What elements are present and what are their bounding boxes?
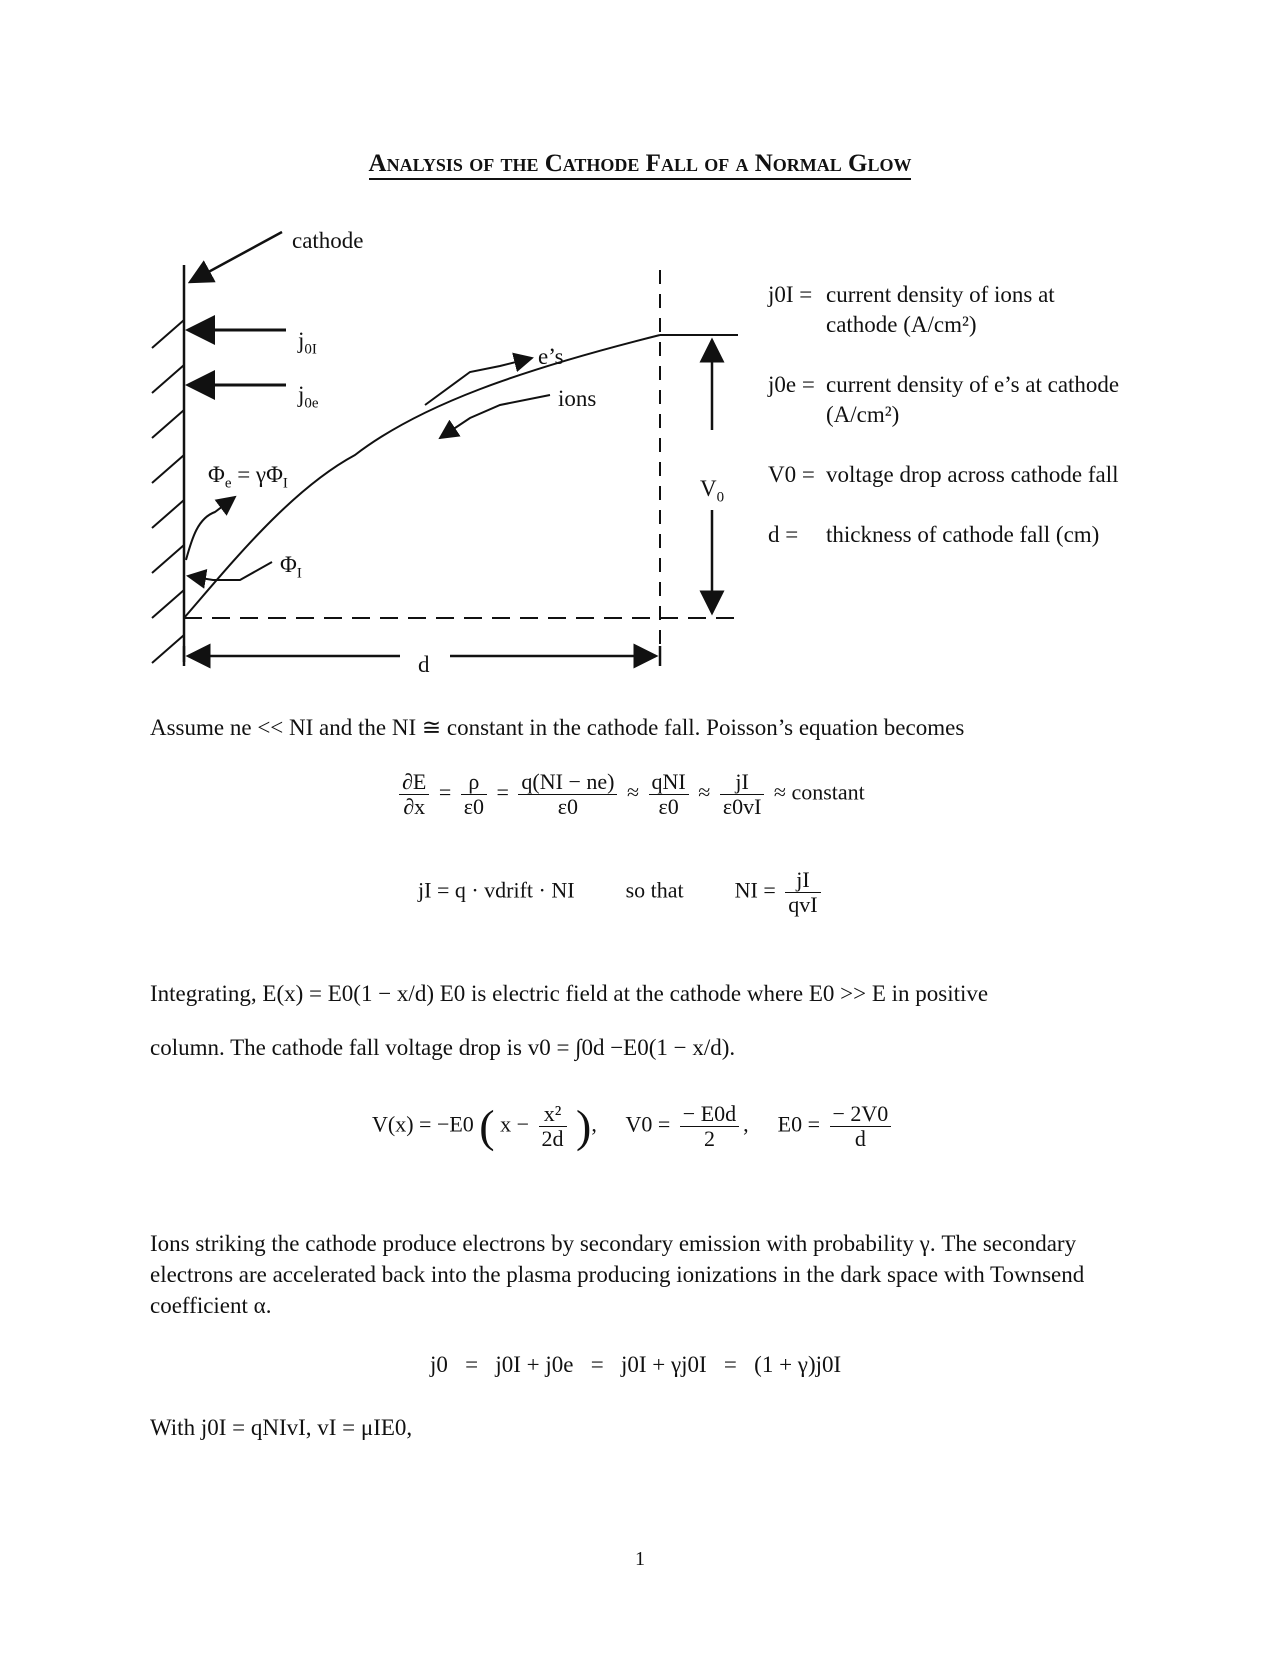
definition-value: current density of ions at cathode (A/cm²) (826, 282, 1055, 337)
equation-j0: j0 = j0I + j0e = j0I + γj0I = (1 + γ)j0I (430, 1352, 842, 1377)
definition-key: j0I = (768, 282, 813, 307)
frac-jI: $\frac{jI}{\varepsilon 0vI}$ (720, 770, 765, 819)
v0-lhs: V0 = (625, 1111, 671, 1137)
label-cathode: cathode (292, 228, 364, 253)
frac-e0: $\frac{- 2V0}{d}$ (830, 1102, 892, 1151)
definition-item (768, 280, 1126, 340)
label-j0e-sub: 0e (304, 395, 319, 412)
cathode-fall-diagram (140, 225, 760, 675)
definition-value: thickness of cathode fall (cm) (826, 522, 1100, 547)
vx-inner-x: x − (500, 1111, 530, 1137)
paragraph-ions: Ions striking the cathode produce electrons by secondary emission with probability γ. The secondary electrons are accelerated back into the plasma producing ionizations in the dark space with Townsend coefficient α. (150, 1231, 1085, 1318)
definition-value: current density of e’s at cathode (A/cm²) (826, 372, 1120, 427)
frac-rho: $\frac{\rho}{\varepsilon 0}$ (461, 770, 487, 819)
current-left: jI = q · vdrift · NI (418, 877, 575, 903)
definition-item (768, 460, 1126, 490)
label-j0I-sub: 0I (304, 341, 317, 358)
label-ions: ions (558, 386, 597, 411)
label-phi-I: $\Phi_I$ (280, 552, 302, 582)
phi-e-arrow (186, 497, 235, 560)
definition-item (768, 370, 1126, 430)
definition-key: j0e = (768, 372, 815, 397)
frac-qNI: $\frac{\text{qNI}}{\varepsilon 0}$ (649, 770, 689, 819)
vx-lhs: V(x) = −E0 (372, 1111, 474, 1137)
definition-key: d = (768, 522, 799, 547)
label-V0: $V_0$ (700, 476, 725, 506)
e0-lhs: E0 = (777, 1111, 820, 1137)
paragraph-column: column. The cathode fall voltage drop is v0 = ∫0d −E0(1 − x/d). (150, 1035, 736, 1060)
electrons-arrow (425, 358, 532, 405)
frac-x2-2d: $\frac{\text{x²}}{2d}$ (539, 1102, 567, 1151)
paragraph-integrating: Integrating, E(x) = E0(1 − x/d) E0 is electric field at the cathode where E0 >> E in positive (150, 981, 989, 1006)
frac-v0: $\frac{- E0d}{2}$ (680, 1102, 739, 1151)
label-j0I: $j_{0I}$ (298, 328, 317, 358)
cathode-hatching (152, 320, 184, 663)
cathode-pointer-arrow (190, 232, 282, 282)
page-title (0, 150, 1280, 178)
equation-current (418, 868, 825, 917)
frac-NI: $\frac{jI}{\text{qvI}}$ (785, 868, 820, 917)
current-mid: so that (625, 877, 684, 903)
frac-charge: $\frac{q(NI - ne)}{\varepsilon 0}$ (518, 770, 617, 819)
label-es: e’s (538, 344, 564, 369)
ions-arrow (440, 395, 550, 438)
current-right-lhs: NI = (734, 877, 776, 903)
equation-poisson: $\frac{\partial E}{\partial x}$ = $\frac{\rho}{\varepsilon 0}$ = $\frac{q(NI - ne)}{\varepsilon 0}$ ≈ $\frac{\text{qNI}}{\varepsilon 0}$ ≈ $\frac{jI}{\varepsilon 0vI}$ ≈ constant (395, 770, 865, 819)
paragraph-with: With j0I = qNIvI, vI = μIE0, (150, 1415, 413, 1440)
definitions-list (768, 280, 1126, 580)
poisson-tail: ≈ constant (773, 779, 865, 805)
label-j0e: $j_{0e}$ (298, 382, 319, 412)
definition-key: V0 = (768, 462, 815, 487)
definition-item (768, 520, 1126, 550)
paragraph-assume: Assume ne << NI and the NI ≅ constant in the cathode fall. Poisson’s equation becomes (150, 715, 965, 740)
equation-voltage: V(x) = −E0 ( x − $\frac{\text{x²}}{2d}$ ), V0 = $\frac{- E0d}{2}$ , E0 = $\frac{- 2V0}{d}$ (372, 1102, 895, 1151)
page-title-text: Analysis of the Cathode Fall of a Normal Glow (369, 150, 912, 180)
frac-dEdx: $\frac{\partial E}{\partial x}$ (399, 770, 429, 819)
page-number: 1 (635, 1548, 645, 1570)
label-phi-e: $\Phi_e = \gamma\Phi_I$ (208, 462, 288, 492)
label-d: d (418, 652, 430, 677)
definition-value: voltage drop across cathode fall (826, 462, 1119, 487)
